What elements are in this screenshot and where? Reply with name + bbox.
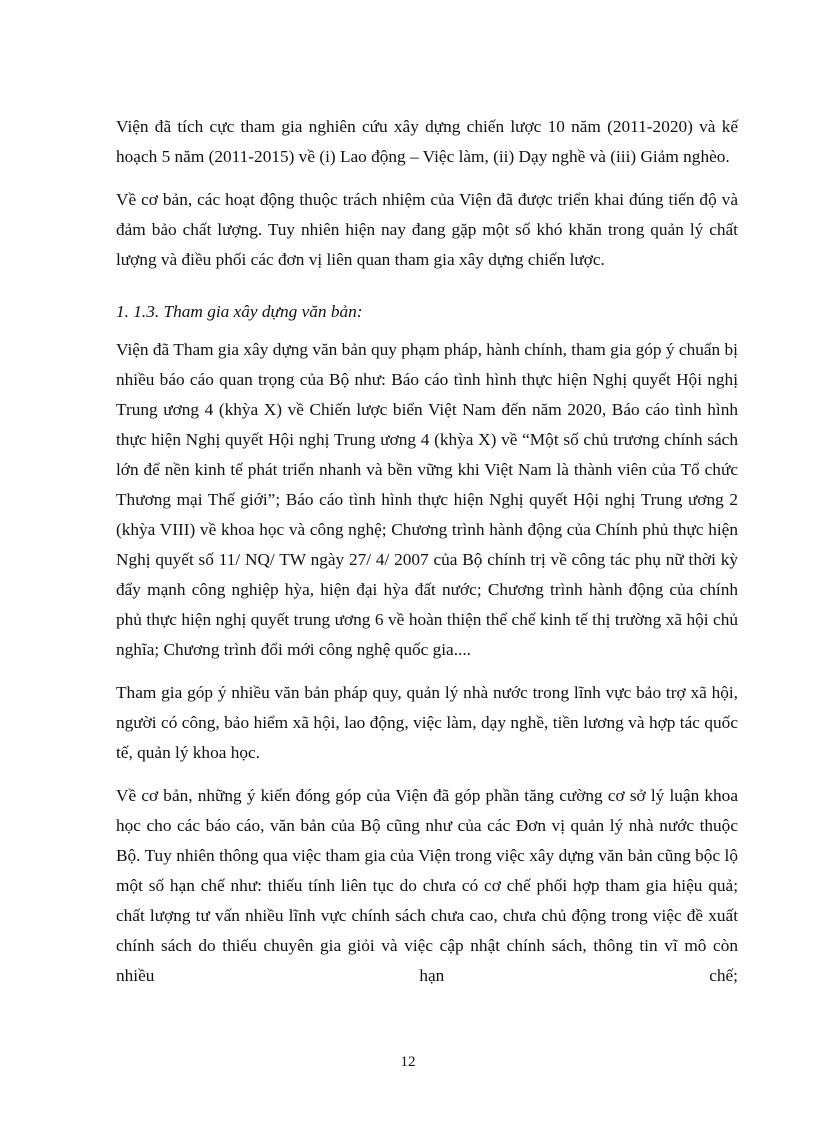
paragraph-strategy-assessment: Về cơ bản, các hoạt động thuộc trách nhiệm của Viện đã được triển khai đúng tiến độ và đảm bảo chất lượng. Tuy nhiên hiện nay đang gặp một số khó khăn trong quản lý chất lượng và điều phối các đơn vị liên quan tham gia xây dựng chiến lược. (116, 190, 738, 269)
document-page (116, 112, 738, 1004)
section-heading: 1. 1.3. Tham gia xây dựng văn bản: (116, 302, 363, 321)
paragraph-legal-comments: Tham gia góp ý nhiều văn bản pháp quy, quản lý nhà nước trong lĩnh vực bảo trợ xã hội, người có công, bảo hiểm xã hội, lao động, việc làm, dạy nghề, tiền lương và hợp tác quốc tế, quản lý khoa học. (116, 683, 738, 762)
paragraph-strategy-participation: Viện đã tích cực tham gia nghiên cứu xây dựng chiến lược 10 năm (2011-2020) và kế hoạch 5 năm (2011-2015) về (i) Lao động – Việc làm, (ii) Dạy nghề và (iii) Giảm nghèo. (116, 117, 738, 166)
page-number: 12 (400, 1054, 416, 1070)
paragraph-document-drafting: Viện đã Tham gia xây dựng văn bản quy phạm pháp, hành chính, tham gia góp ý chuẩn bị nhiều báo cáo quan trọng của Bộ như: Báo cáo tình hình thực hiện Nghị quyết Hội nghị Trung ương 4 (khỳa X) về Chiến lược biển Việt Nam đến năm 2020, Báo cáo tình hình thực hiện Nghị quyết Hội nghị Trung ương 4 (khỳa X) về “Một số chủ trương chính sách lớn để nền kinh tế phát triển nhanh và bền vững khi Việt Nam là thành viên của Tổ chức Thương mại Thế giới”; Báo cáo tình hình thực hiện Nghị quyết Hội nghị Trung ương 2 (khỳa VIII) về khoa học và công nghệ; Chương trình hành động của Chính phủ thực hiện Nghị quyết số 11/ NQ/ TW ngày 27/ 4/ 2007 của Bộ chính trị về công tác phụ nữ thời kỳ đẩy mạnh công nghiệp hỳa, hiện đại hỳa đất nước; Chương trình hành động của chính phủ thực hiện nghị quyết trung ương 6 về hoàn thiện thể chế kinh tế thị trường xã hội chủ nghĩa; Chương trình đổi mới công nghệ quốc gia.... (116, 340, 738, 659)
paragraph-assessment-limitations: Về cơ bản, những ý kiến đóng góp của Viện đã góp phần tăng cường cơ sở lý luận khoa học cho các báo cáo, văn bản của Bộ cũng như của các Đơn vị quản lý nhà nước thuộc Bộ. Tuy nhiên thông qua việc tham gia của Viện trong việc xây dựng văn bản cũng bộc lộ một số hạn chế như: thiếu tính liên tục do chưa có cơ chế phối hợp tham gia hiệu quả; chất lượng tư vấn nhiều lĩnh vực chính sách chưa cao, chưa chủ động trong việc đề xuất chính sách do thiếu chuyên gia giỏi và việc cập nhật chính sách, thông tin vĩ mô còn nhiều hạn chế; (116, 786, 738, 985)
